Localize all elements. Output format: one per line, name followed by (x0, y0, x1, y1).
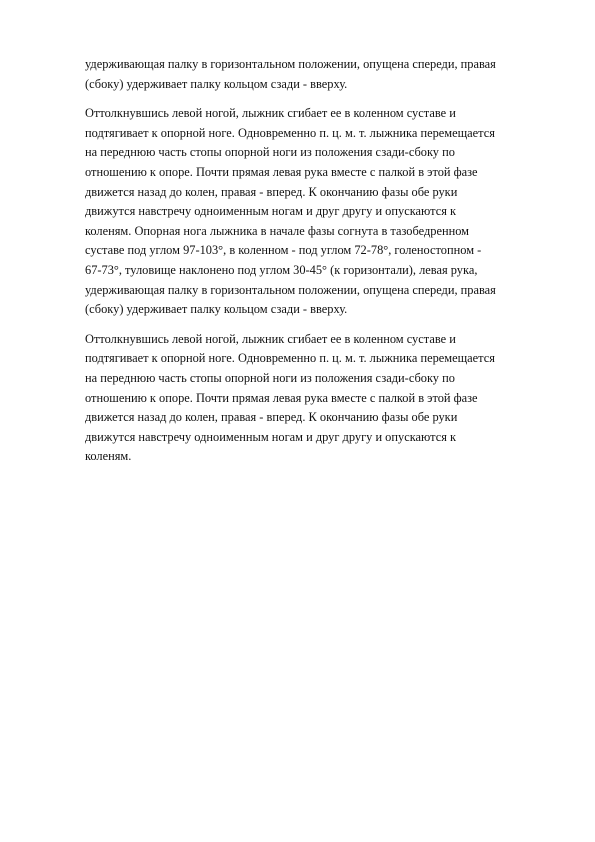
text-line: удерживающая палку в горизонтальном положении, опущена спереди, правая (85, 57, 496, 71)
paragraph (85, 330, 525, 467)
text-line: отношению к опоре. Почти прямая левая рука вместе с палкой в этой фазе (85, 164, 478, 179)
text-line: подтягивает к опорной ноге. Одновременно п. ц. м. т. лыжника перемещается (85, 125, 495, 140)
text-line: движутся навстречу одноименным ногам и друг другу и опускаются к (85, 204, 457, 219)
text-line: коленям. Опорная нога лыжника в начале фазы согнута в тазобедренном (85, 223, 470, 238)
text-line: удерживающая палку в горизонтальном положении, опущена спереди, правая (85, 282, 496, 297)
paragraph (85, 55, 525, 94)
text-line: суставе под углом 97-103°, в коленном - под углом 72-78°, голеностопном - (85, 243, 482, 258)
text-line: 67-73°, туловище наклонено под углом 30-45° (к горизонтали), левая рука, (85, 262, 478, 277)
text-line: на переднюю часть стопы опорной ноги из положения сзади-сбоку по (85, 370, 455, 385)
text-line: (сбоку) удерживает палку кольцом сзади - вверху. (85, 76, 348, 91)
text-line: движутся навстречу одноименным ногам и друг другу и опускаются к (85, 429, 457, 444)
text-line: Оттолкнувшись левой ногой, лыжник сгибает ее в коленном суставе и (85, 106, 456, 121)
text-line: коленям. (85, 449, 132, 464)
text-line: Оттолкнувшись левой ногой, лыжник сгибает ее в коленном суставе и (85, 331, 456, 346)
text-line: на переднюю часть стопы опорной ноги из положения сзади-сбоку по (85, 145, 455, 160)
text-line: подтягивает к опорной ноге. Одновременно п. ц. м. т. лыжника перемещается (85, 351, 495, 366)
text-line: движется назад до колен, правая - вперед. К окончанию фазы обе руки (85, 184, 458, 199)
paragraph (85, 104, 525, 320)
document-body (85, 55, 525, 477)
text-line: отношению к опоре. Почти прямая левая рука вместе с палкой в этой фазе (85, 390, 478, 405)
text-line: (сбоку) удерживает палку кольцом сзади - вверху. (85, 302, 348, 317)
text-line: движется назад до колен, правая - вперед. К окончанию фазы обе руки (85, 410, 458, 425)
